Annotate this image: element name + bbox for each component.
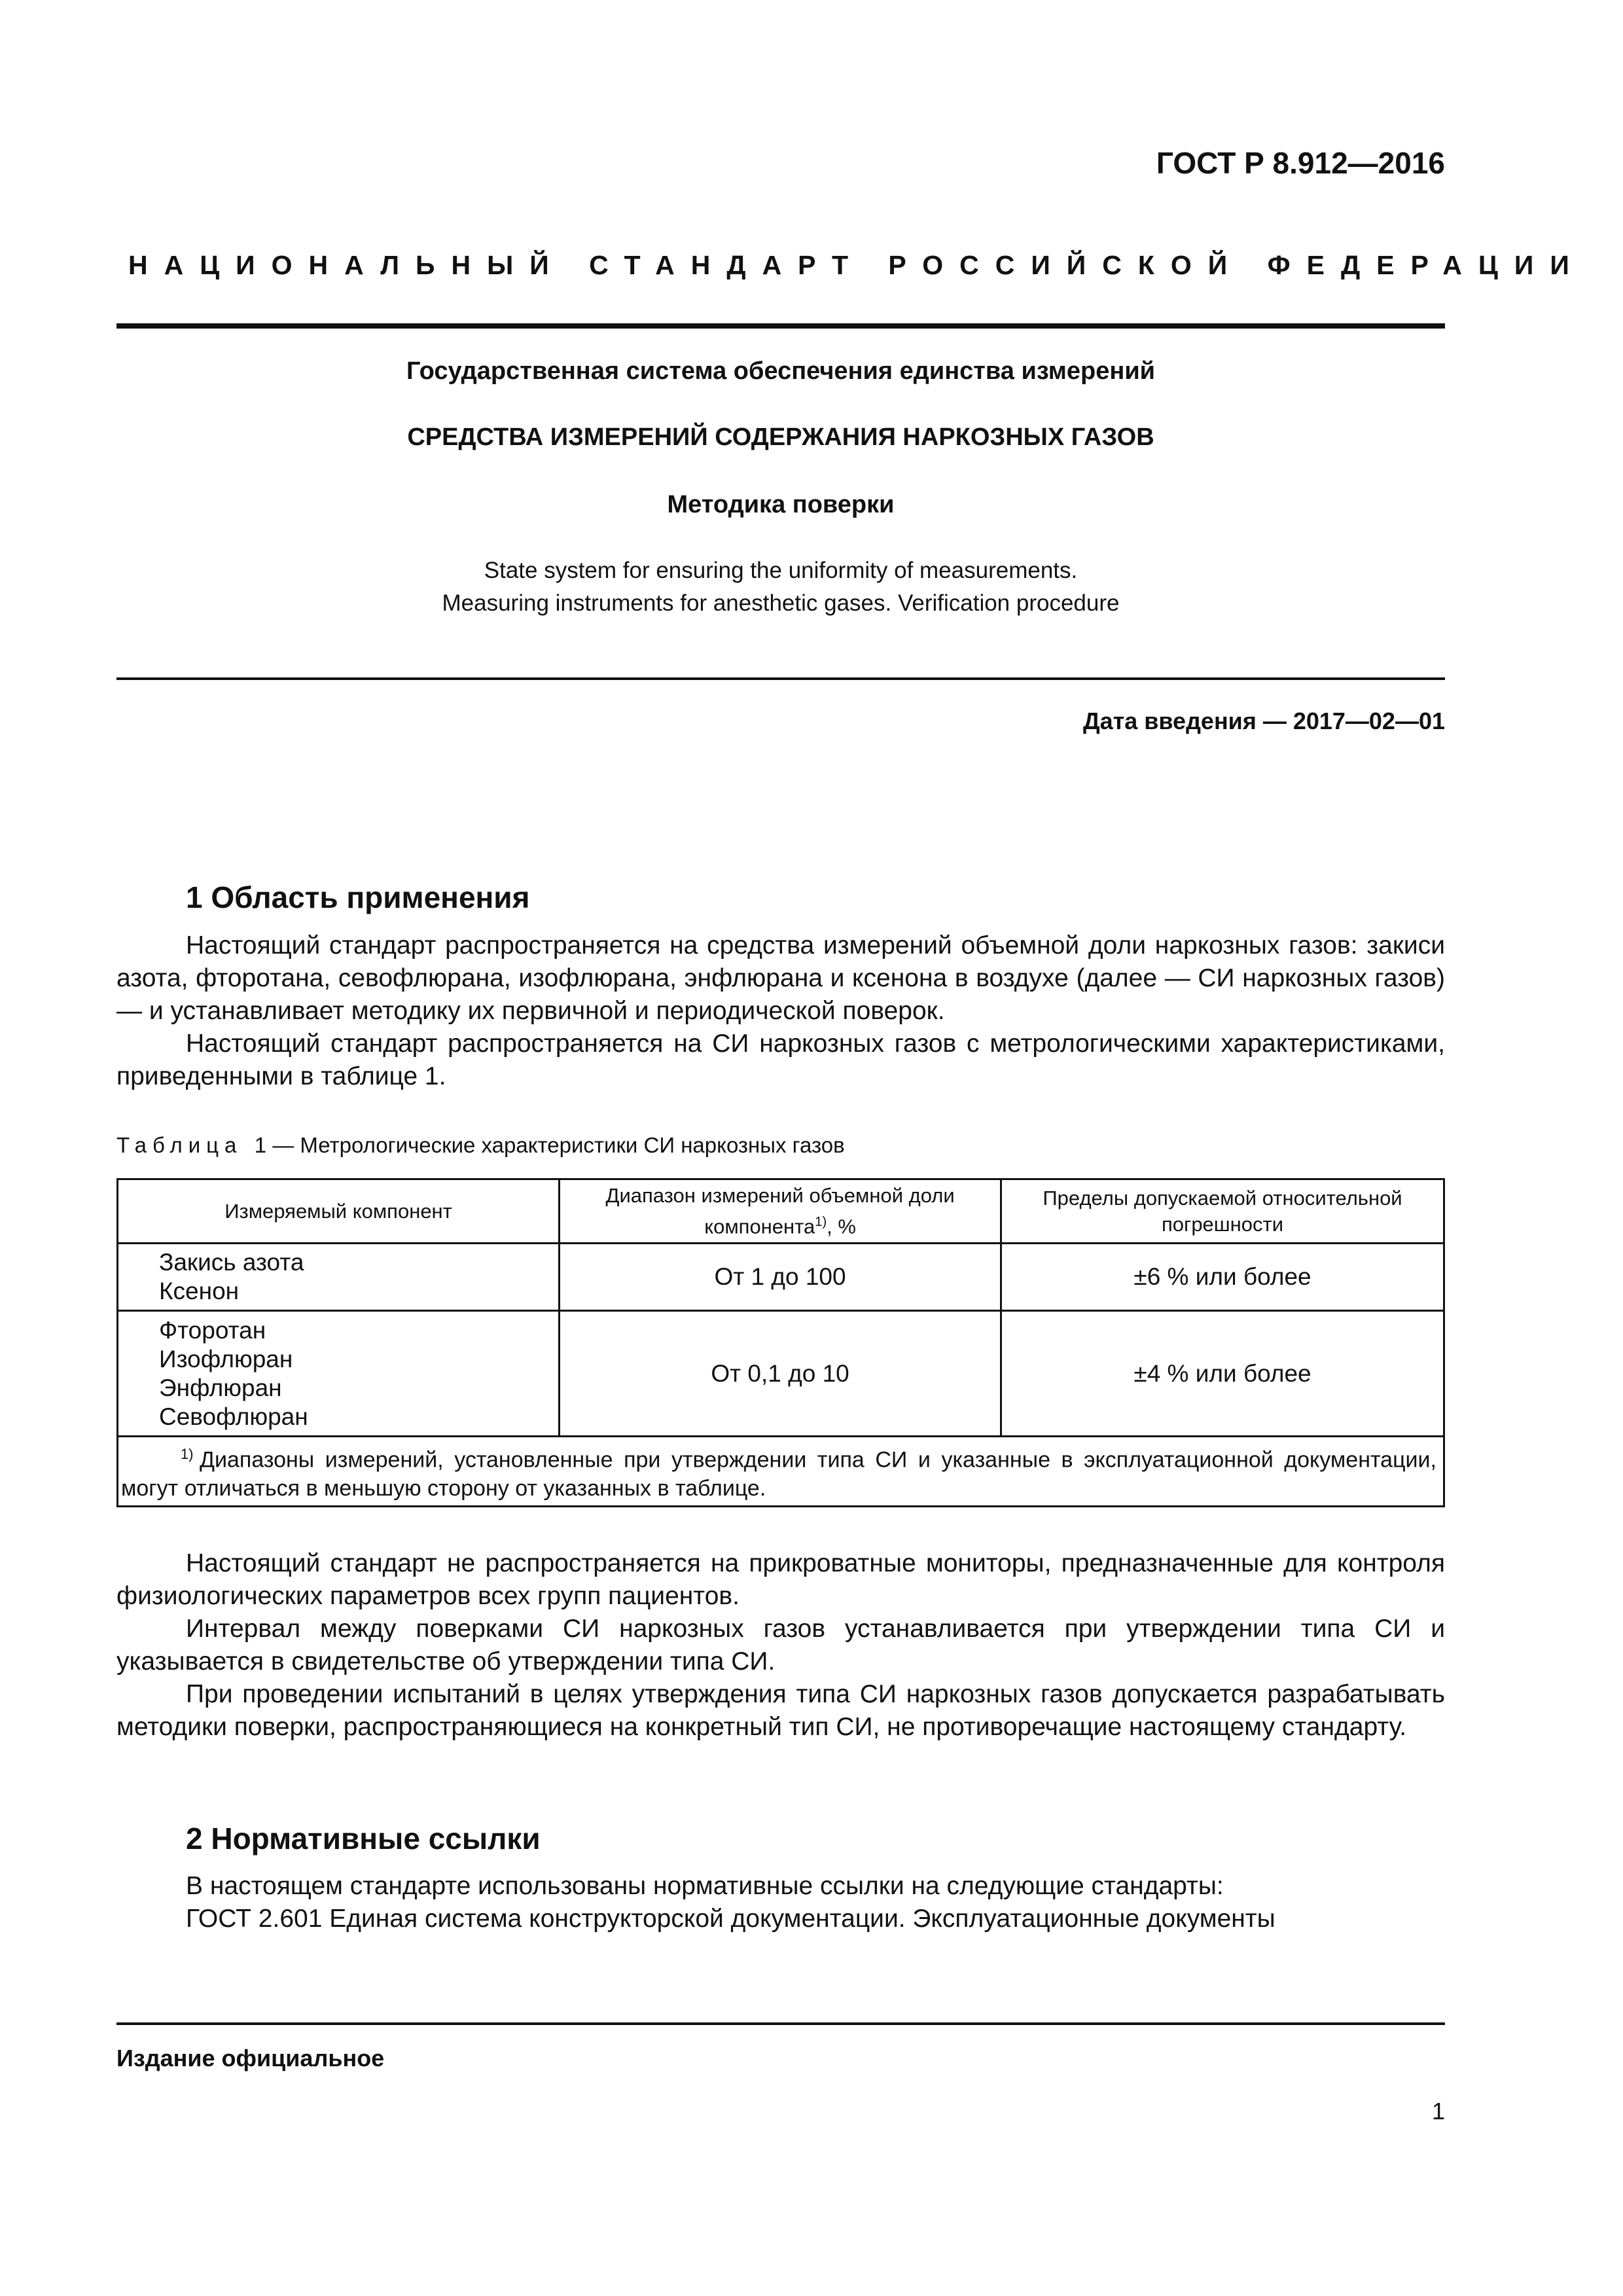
section-2-paragraph-2: ГОСТ 2.601 Единая система конструкторской документации. Эксплуатационные документы	[186, 1905, 1275, 1933]
table-caption-text: 1 — Метрологические характеристики СИ наркозных газов	[254, 1133, 845, 1157]
error-cell: ±6 % или более	[1001, 1244, 1444, 1311]
table-header-row	[118, 1179, 1444, 1244]
subtitle: Методика поверки	[667, 491, 895, 518]
standard-code: ГОСТ Р 8.912—2016	[1156, 146, 1445, 180]
component: Закись азота	[159, 1249, 304, 1276]
section-1-paragraph-1: Настоящий стандарт распространяется на средства измерений объемной доли наркозных газов: закиси азота, фторотана, севофлюрана, изофлюрана, энфлюрана и ксенона в воздухе (далее — СИ наркозных газов) — и устанавливает методику их первичной и периодической поверок.	[116, 931, 1445, 1025]
footnote-mark: 1)	[180, 1446, 194, 1462]
components-cell	[118, 1244, 560, 1311]
main-title: СРЕДСТВА ИЗМЕРЕНИЙ СОДЕРЖАНИЯ НАРКОЗНЫХ ГАЗОВ	[407, 423, 1154, 451]
english-title	[116, 554, 1445, 620]
header-measured-component: Измеряемый компонент	[118, 1179, 560, 1244]
english-title-line-1: State system for ensuring the uniformity of measurements.	[484, 558, 1078, 583]
table-caption	[116, 1133, 845, 1158]
table-row	[118, 1311, 1444, 1437]
page-number: 1	[1431, 2098, 1445, 2125]
national-standard-banner: НАЦИОНАЛЬНЫЙ СТАНДАРТ РОССИЙСКОЙ ФЕДЕРАЦИИ	[128, 250, 1586, 280]
section-1-heading: 1 Область применения	[186, 880, 530, 914]
footer-divider	[116, 2022, 1445, 2025]
component: Фторотан	[159, 1316, 266, 1344]
section-1-paragraph-3: Настоящий стандарт не распространяется на прикроватные мониторы, предназначенные для контроля физиологических параметров всех групп пациентов.	[116, 1549, 1445, 1610]
section-1-paragraph-2: Настоящий стандарт распространяется на СИ наркозных газов с метрологическими характеристиками, приведенными в таблице 1.	[116, 1030, 1445, 1090]
component: Изофлюран	[159, 1345, 293, 1372]
official-edition-label: Издание официальное	[116, 2045, 385, 2072]
section-1-paragraph-4: Интервал между поверками СИ наркозных газов устанавливается при утверждении типа СИ и указывается в свидетельстве об утверждении типа СИ.	[116, 1615, 1445, 1676]
section-2-heading: 2 Нормативные ссылки	[186, 1821, 541, 1856]
range-cell: От 0,1 до 10	[560, 1311, 1001, 1437]
header-error-limits: Пределы допускаемой относительной погрешности	[1001, 1179, 1444, 1244]
table-footnote-row	[118, 1437, 1444, 1507]
table-footnote: $^{1)}$ Диапазоны измерений, установленные при утверждении типа СИ и указанные в эксплуатационной документации, могут отличаться в меньшую сторону от указанных в таблице.	[118, 1437, 1444, 1507]
english-title-line-2: Measuring instruments for anesthetic gases. Verification procedure	[442, 590, 1120, 616]
introduction-date: Дата введения — 2017—02—01	[1082, 708, 1445, 734]
components-cell	[118, 1311, 560, 1437]
component: Ксенон	[159, 1278, 240, 1304]
table-row	[118, 1244, 1444, 1311]
top-divider	[116, 323, 1445, 329]
range-cell: От 1 до 100	[560, 1244, 1001, 1311]
metrology-table	[116, 1178, 1445, 1507]
error-cell: ±4 % или более	[1001, 1311, 1444, 1437]
component: Севофлюран	[159, 1403, 308, 1430]
component: Энфлюран	[159, 1374, 282, 1401]
section-1-paragraph-5: При проведении испытаний в целях утверждения типа СИ наркозных газов допускается разрабатывать методики поверки, распространяющиеся на конкретный тип СИ, не противоречащие настоящему стандарту.	[116, 1680, 1445, 1741]
header-measurement-range: Диапазон измерений объемной доли компонента$^{1)}$, %	[560, 1179, 1001, 1244]
system-title: Государственная система обеспечения единства измерений	[406, 357, 1156, 385]
table-caption-label: Таблица	[116, 1133, 243, 1157]
title-divider	[116, 677, 1445, 680]
section-2-paragraph-1: В настоящем стандарте использованы нормативные ссылки на следующие стандарты:	[186, 1872, 1224, 1900]
